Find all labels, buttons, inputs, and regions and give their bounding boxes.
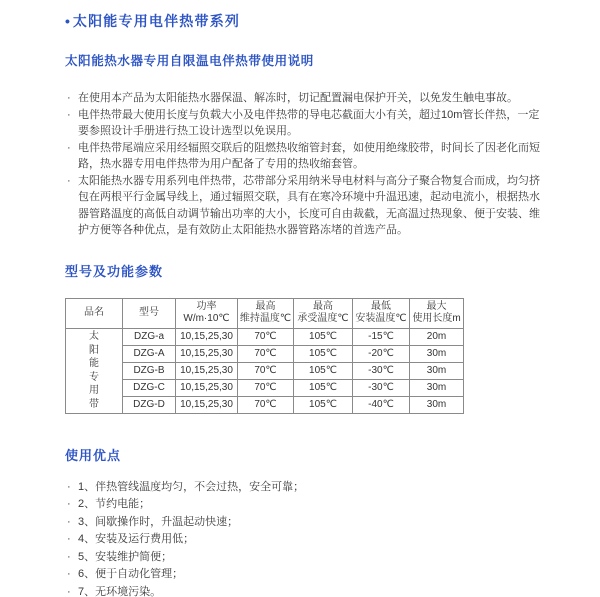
advantage-text-2: 2、节约电能； xyxy=(78,498,151,511)
description-text-3: 电伴热带尾端应采用经辐照交联后的阻燃热收缩管封套，如使用绝缘胶带，时间长了因老化而短路，热水器专用电伴热带为用户配备了专用的热收缩套管。 xyxy=(78,141,540,170)
advantage-text-5: 5、安装维护简便； xyxy=(78,550,173,563)
cell-model: DZG-C xyxy=(123,379,176,396)
cell-model: DZG-a xyxy=(123,328,176,345)
cell-min-install: -30℃ xyxy=(353,362,410,379)
page-title xyxy=(65,13,545,29)
header-min-install-temp: 最低 安装温度℃ xyxy=(353,298,410,328)
table-row xyxy=(66,362,464,379)
description-text-1: 在使用本产品为太阳能热水器保温、解冻时，切记配置漏电保护开关，以免发生触电事故。 xyxy=(78,92,518,104)
title-bullet-icon: • xyxy=(65,13,70,29)
advantages-list xyxy=(65,480,545,597)
table-header-row xyxy=(66,298,464,328)
cell-max-maintain: 70℃ xyxy=(238,379,294,396)
cell-max-maintain: 70℃ xyxy=(238,328,294,345)
table-row xyxy=(66,396,464,413)
cell-min-install: -20℃ xyxy=(353,345,410,362)
bullet-icon: · xyxy=(67,498,71,511)
cell-min-install: -30℃ xyxy=(353,379,410,396)
advantage-text-4: 4、安装及运行费用低； xyxy=(78,533,195,546)
cell-min-install: -40℃ xyxy=(353,396,410,413)
description-bullet-1 xyxy=(65,90,545,107)
description-bullet-2 xyxy=(65,107,545,140)
cell-max-withstand: 105℃ xyxy=(294,396,353,413)
description-bullet-3 xyxy=(65,140,545,173)
advantage-text-6: 6、便于自动化管理； xyxy=(78,568,184,581)
cell-max-maintain: 70℃ xyxy=(238,345,294,362)
cell-max-length: 30m xyxy=(410,345,464,362)
header-power: 功率 W/m·10℃ xyxy=(176,298,238,328)
bullet-icon: · xyxy=(67,108,71,121)
cell-product-name: 太阳能专用带 xyxy=(66,328,123,413)
spec-table-header xyxy=(66,298,464,328)
cell-power: 10,15,25,30 xyxy=(176,328,238,345)
advantage-item-7 xyxy=(65,585,545,597)
page-title-text: 太阳能专用电伴热带系列 xyxy=(72,13,241,29)
page-subtitle: 太阳能热水器专用自限温电伴热带使用说明 xyxy=(65,54,314,68)
advantage-item-3 xyxy=(65,515,545,529)
bullet-icon: · xyxy=(67,480,71,493)
header-product-name: 品名 xyxy=(66,298,123,328)
header-max-withstand-temp: 最高 承受温度℃ xyxy=(294,298,353,328)
description-text-4: 太阳能热水器专用系列电伴热带，芯带部分采用纳米导电材料与高分子聚合物复合而成，均匀挤包在两根平行金属导线上，通过辐照交联，具有在寒冷环境中升温迅速，起动电流小，根据热水器管路温度的高低自动调节输出功率的大小，长度可自由裁截，无高温过热现象、便于安装、维护方便等各种优点，是有效防止太阳能热水器管路冻堵的首选产品。 xyxy=(78,174,540,236)
description-text-2: 电伴热带最大使用长度与负载大小及电伴热带的导电芯截面大小有关，超过10m管长伴热，一定要参照设计手册进行热工设计选型以免误用。 xyxy=(78,108,540,137)
cell-model: DZG-D xyxy=(123,396,176,413)
cell-max-length: 30m xyxy=(410,362,464,379)
cell-max-maintain: 70℃ xyxy=(238,396,294,413)
description-bullet-4 xyxy=(65,173,545,239)
bullet-icon: · xyxy=(67,174,71,187)
advantage-item-4 xyxy=(65,532,545,546)
cell-min-install: -15℃ xyxy=(353,328,410,345)
cell-max-length: 20m xyxy=(410,328,464,345)
description-list xyxy=(65,90,545,239)
spec-table xyxy=(65,298,464,414)
advantage-item-2 xyxy=(65,497,545,511)
cell-power: 10,15,25,30 xyxy=(176,396,238,413)
advantage-item-1 xyxy=(65,480,545,494)
advantage-text-7: 7、无环境污染。 xyxy=(78,586,162,597)
cell-power: 10,15,25,30 xyxy=(176,345,238,362)
bullet-icon: · xyxy=(67,586,71,597)
cell-max-withstand: 105℃ xyxy=(294,328,353,345)
cell-max-withstand: 105℃ xyxy=(294,379,353,396)
cell-model: DZG-A xyxy=(123,345,176,362)
advantage-text-3: 3、间歇操作时，升温起动快速； xyxy=(78,515,239,528)
table-row xyxy=(66,379,464,396)
table-row xyxy=(66,328,464,345)
bullet-icon: · xyxy=(67,92,71,104)
cell-max-maintain: 70℃ xyxy=(238,362,294,379)
bullet-icon: · xyxy=(67,550,71,563)
spec-section-heading: 型号及功能参数 xyxy=(65,263,164,279)
header-max-maintain-temp: 最高 维持温度℃ xyxy=(238,298,294,328)
cell-max-length: 30m xyxy=(410,396,464,413)
cell-model: DZG-B xyxy=(123,362,176,379)
cell-power: 10,15,25,30 xyxy=(176,362,238,379)
bullet-icon: · xyxy=(67,533,71,546)
cell-max-length: 30m xyxy=(410,379,464,396)
header-max-length: 最大 使用长度m xyxy=(410,298,464,328)
bullet-icon: · xyxy=(67,141,71,154)
table-row xyxy=(66,345,464,362)
cell-power: 10,15,25,30 xyxy=(176,379,238,396)
header-model: 型号 xyxy=(123,298,176,328)
bullet-icon: · xyxy=(67,515,71,528)
cell-max-withstand: 105℃ xyxy=(294,345,353,362)
advantage-item-5 xyxy=(65,550,545,564)
spec-table-body xyxy=(66,328,464,413)
advantage-item-6 xyxy=(65,567,545,581)
advantage-text-1: 1、伴热管线温度均匀，不会过热，安全可靠； xyxy=(78,480,305,493)
cell-max-withstand: 105℃ xyxy=(294,362,353,379)
bullet-icon: · xyxy=(67,568,71,581)
advantages-heading: 使用优点 xyxy=(65,447,122,463)
